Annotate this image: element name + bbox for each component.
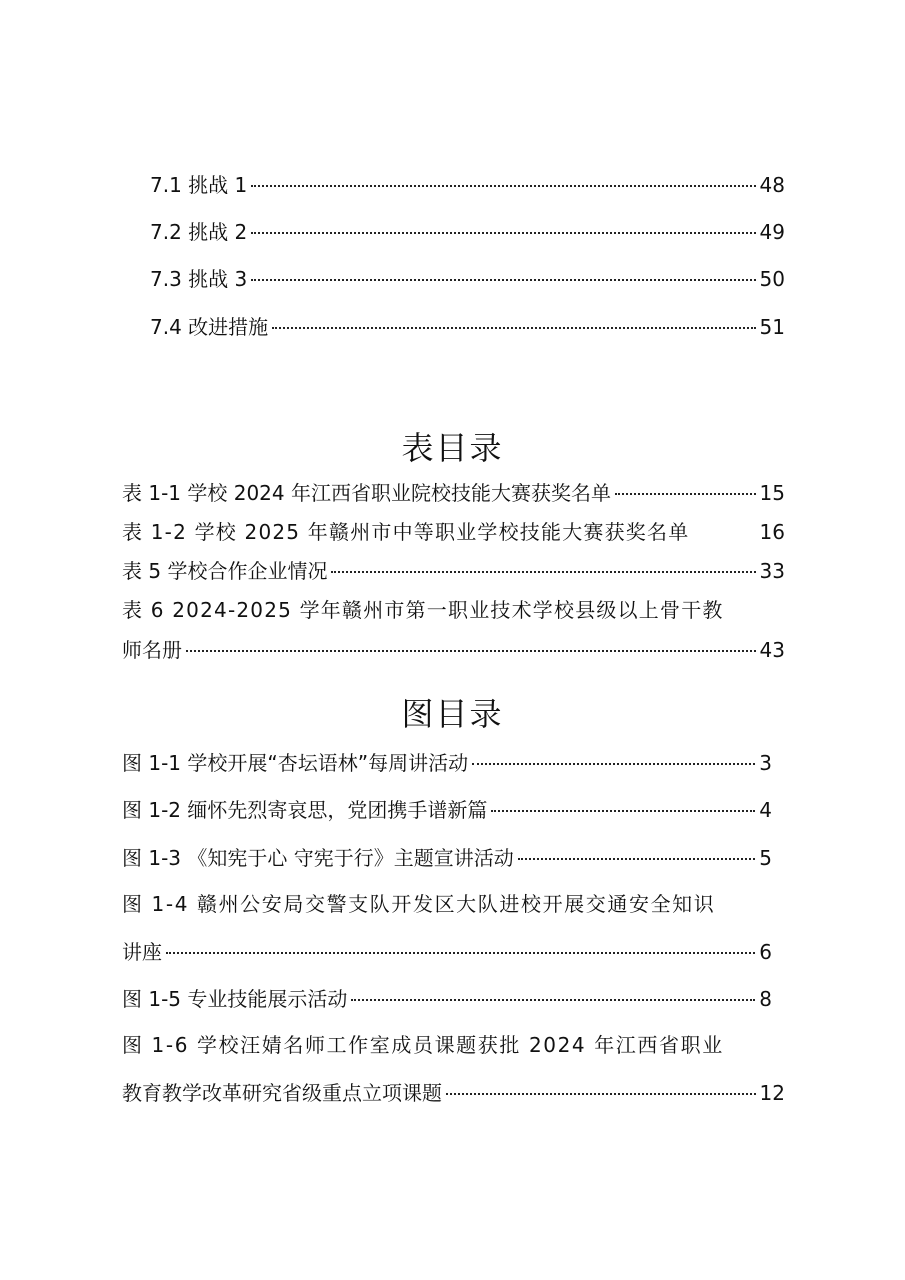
toc-entry-page: 3 [759,751,772,775]
toc-entry-7-4[interactable] [150,314,785,340]
toc-entry-table-6[interactable] [122,637,785,663]
toc-entry-label: 表 1-2 学校 2025 年赣州市中等职业学校技能大赛获奖名单 [122,520,690,544]
dot-leader [251,185,755,187]
toc-entry-figure-1-6[interactable] [122,1080,785,1106]
toc-entry-page: 16 [759,520,785,544]
figures-toc-heading: 图目录 [401,695,504,733]
toc-entry-label: 表 1-1 学校 2024 年江西省职业院校技能大赛获奖名单 [122,481,611,505]
dot-leader [251,279,755,281]
toc-entry-page: 6 [759,940,772,964]
toc-entry-table-1-2[interactable] [122,519,785,545]
toc-entry-label: 图 1-1 学校开展“杏坛语林”每周讲活动 [122,751,469,775]
toc-entry-label: 图 1-3 《知宪于心 守宪于行》主题宣讲活动 [122,846,514,870]
toc-entry-label: 师名册 [122,638,182,662]
dot-leader [472,763,755,765]
toc-entry-label: 图 1-2 缅怀先烈寄哀思，党团携手谱新篇 [122,798,488,822]
toc-entry-label: 7.3 挑战 3 [150,267,248,291]
toc-entry-figure-1-2[interactable] [122,797,772,823]
dot-leader [446,1093,756,1095]
toc-entry-page: 43 [759,638,785,662]
toc-entry-7-2[interactable] [150,219,785,245]
dot-leader [491,810,755,812]
toc-entry-figure-1-1[interactable] [122,750,772,776]
toc-entry-page: 49 [759,220,785,244]
toc-entry-7-3[interactable] [150,266,785,292]
toc-entry-label: 7.1 挑战 1 [150,173,248,197]
toc-entry-page: 50 [759,267,785,291]
toc-entry-label: 图 1-5 专业技能展示活动 [122,987,348,1011]
dot-leader [331,571,755,573]
toc-entry-figure-1-4[interactable] [122,939,772,965]
toc-entry-page: 33 [759,559,785,583]
toc-entry-page: 12 [759,1081,785,1105]
toc-entry-table-6-line1[interactable]: 表 6 2024-2025 学年赣州市第一职业技术学校县级以上骨干教 [122,598,724,622]
toc-entry-page: 8 [759,987,772,1011]
dot-leader [251,232,755,234]
dot-leader [166,952,755,954]
toc-entry-label: 7.2 挑战 2 [150,220,248,244]
toc-entry-label: 教育教学改革研究省级重点立项课题 [122,1081,442,1105]
dot-leader [518,858,756,860]
dot-leader [272,327,755,329]
tables-toc-heading: 表目录 [401,429,504,467]
toc-entry-label: 讲座 [122,940,162,964]
toc-entry-table-5[interactable] [122,558,785,584]
toc-entry-page: 5 [759,846,772,870]
toc-entry-figure-1-5[interactable] [122,986,772,1012]
toc-entry-7-1[interactable] [150,172,785,198]
dot-leader [186,650,756,652]
toc-entry-table-1-1[interactable] [122,480,785,506]
toc-entry-page: 51 [759,315,785,339]
dot-leader [615,493,756,495]
toc-entry-page: 15 [759,481,785,505]
toc-entry-label: 表 5 学校合作企业情况 [122,559,328,583]
toc-entry-figure-1-6-line1[interactable]: 图 1-6 学校汪婧名师工作室成员课题获批 2024 年江西省职业 [122,1033,724,1057]
toc-entry-figure-1-4-line1[interactable]: 图 1-4 赣州公安局交警支队开发区大队进校开展交通安全知识 [122,892,716,916]
dot-leader [351,999,755,1001]
toc-entry-page: 48 [759,173,785,197]
toc-entry-figure-1-3[interactable] [122,845,772,871]
toc-entry-page: 4 [759,798,772,822]
toc-entry-label: 7.4 改进措施 [150,315,269,339]
